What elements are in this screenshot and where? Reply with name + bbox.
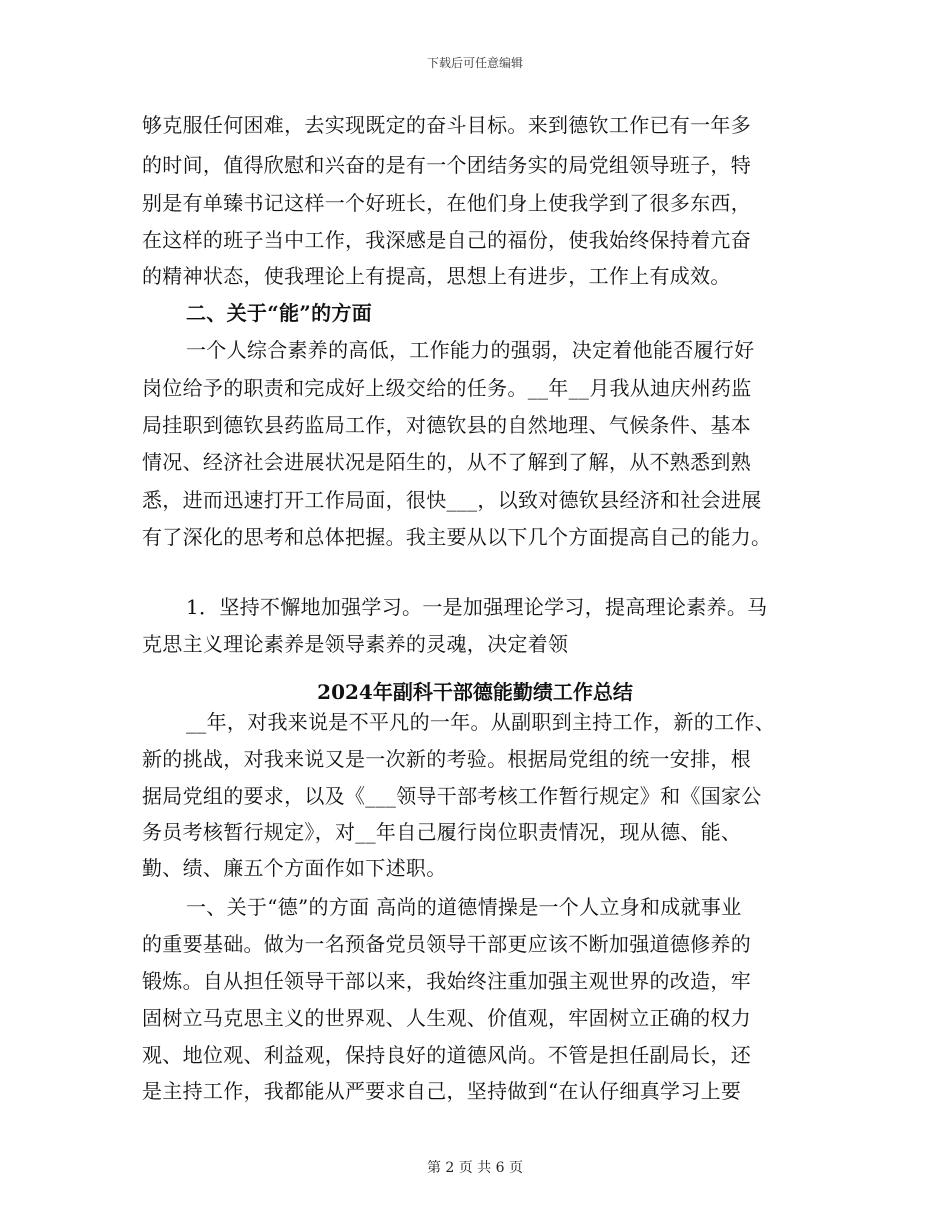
section-heading: 二、关于“能”的方面 [186,301,373,325]
body-line: 锻炼。自从担任领导干部以来，我始终注重加强主观世界的改造，牢 [142,969,751,993]
body-line: 固树立马克思主义的世界观、人生观、价值观，牢固树立正确的权力 [142,1006,751,1030]
body-line: 一个人综合素养的高低，工作能力的强弱，决定着他能否履行好 [186,338,755,362]
body-line: 悉，进而迅速打开工作局面，很快___，以致对德钦县经济和社会进展 [142,488,762,512]
body-line: 是主持工作，我都能从严要求自己，坚持做到“在认仔细真学习上要 [142,1079,742,1103]
body-line: 在这样的班子当中工作，我深感是自己的福份，使我始终保持着亢奋 [142,228,751,252]
body-line: 1．坚持不懈地加强学习。一是加强理论学习，提高理论素养。马 [186,595,768,619]
body-line: 务员考核暂行规定》，对__年自己履行岗位职责情况，现从德、能、 [142,820,742,844]
body-line: 观、地位观、利益观，保持良好的道德风尚。不管是担任副局长，还 [142,1043,751,1067]
body-line: 一、关于“德”的方面 高尚的道德情操是一个人立身和成就事业 [186,895,742,919]
body-line: 别是有单臻书记这样一个好班长，在他们身上使我学到了很多东西， [142,191,751,215]
body-line: 局挂职到德钦县药监局工作，对德钦县的自然地理、气候条件、基本 [142,413,751,437]
body-line: 岗位给予的职责和完成好上级交给的任务。__年__月我从迪庆州药监 [142,376,752,400]
body-line: __年，对我来说是不平凡的一年。从副职到主持工作，新的工作、 [186,710,775,734]
body-line: 的重要基础。做为一名预备党员领导干部更应该不断加强道德修养的 [142,932,751,956]
body-line: 情况、经济社会进展状况是陌生的，从不了解到了解，从不熟悉到熟 [142,450,751,474]
body-line: 新的挑战，对我来说又是一次新的考验。根据局党组的统一安排，根 [142,747,751,771]
body-line: 的精神状态，使我理论上有提高，思想上有进步，工作上有成效。 [142,264,731,288]
body-line: 克思主义理论素养是领导素养的灵魂，决定着领 [142,632,569,656]
document-title: 2024年副科干部德能勤绩工作总结 [317,680,633,704]
page-header: 下载后可任意编辑 [426,56,523,70]
body-line: 勤、绩、廉五个方面作如下述职。 [142,856,447,880]
page-footer: 第 2 页 共 6 页 [426,1160,524,1176]
body-line: 够克服任何困难，去实现既定的奋斗目标。来到德钦工作已有一年多 [142,113,751,137]
body-line: 据局党组的要求，以及《___领导干部考核工作暂行规定》和《国家公 [142,784,762,808]
body-line: 有了深化的思考和总体把握。我主要从以下几个方面提高自己的能力。 [142,525,772,549]
body-line: 的时间，值得欣慰和兴奋的是有一个团结务实的局党组领导班子，特 [142,153,751,177]
